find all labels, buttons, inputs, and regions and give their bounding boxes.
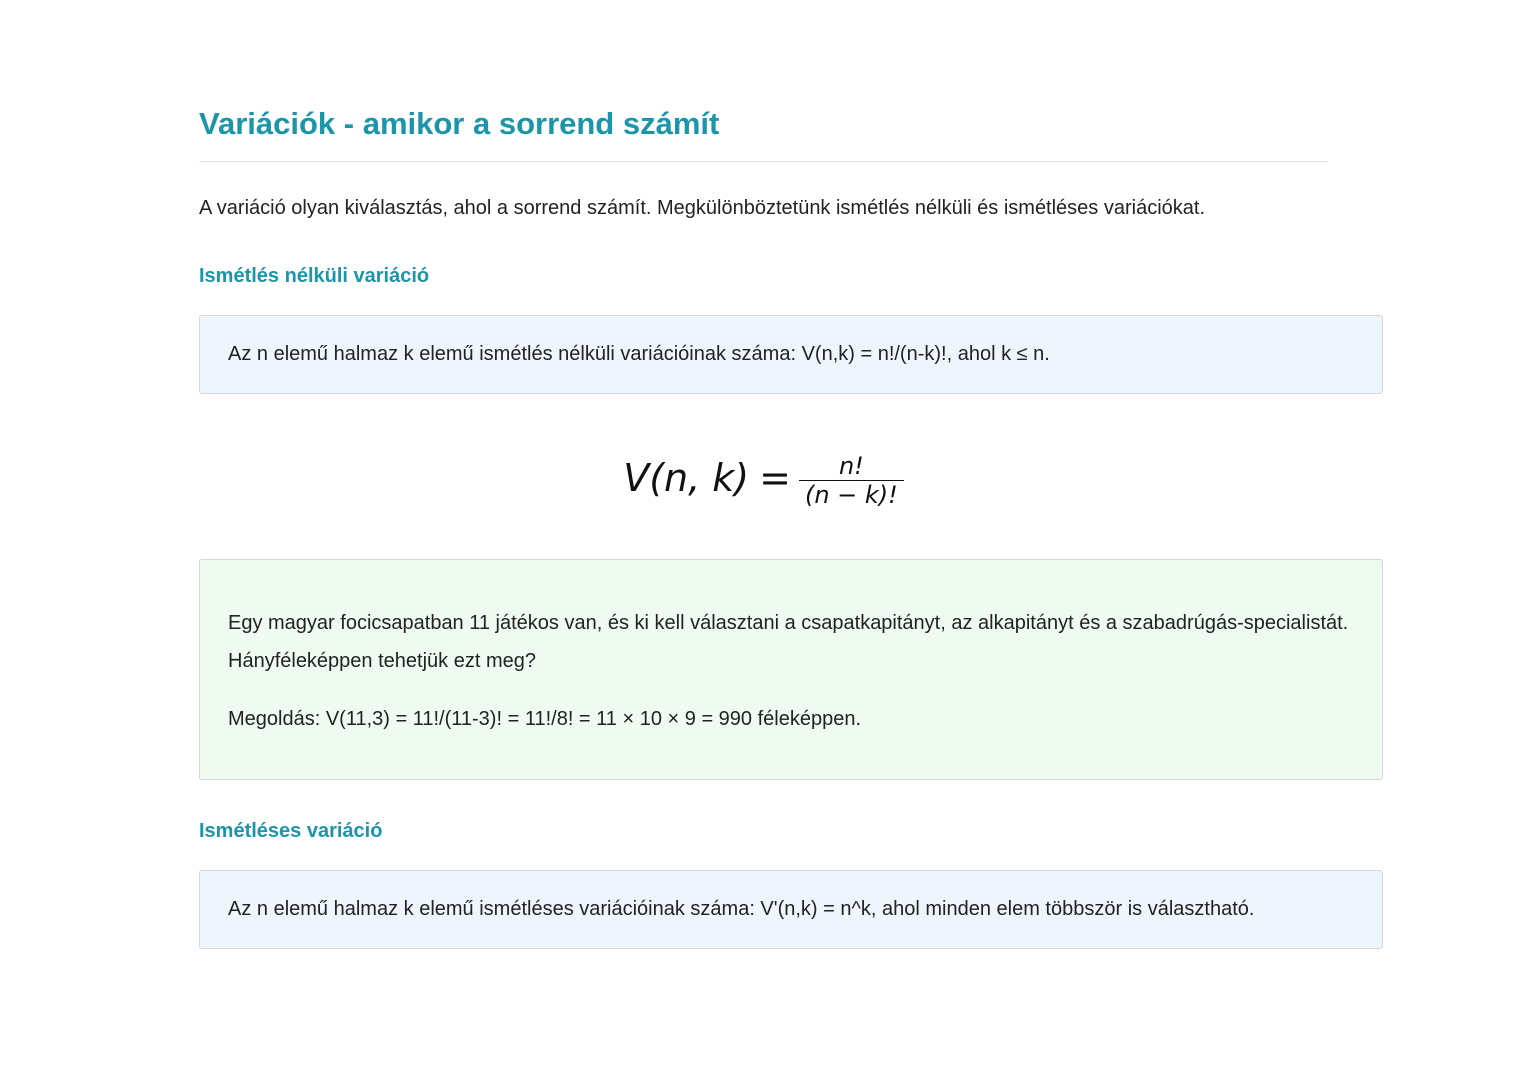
intro-paragraph: A variáció olyan kiválasztás, ahol a sorrend számít. Megkülönböztetünk ismétlés nélküli és ismétléses variációkat. — [199, 197, 1206, 219]
title-divider — [199, 161, 1328, 162]
definition-box-repeat — [199, 870, 1383, 949]
section-heading-no-repeat: Ismétlés nélküli variáció — [199, 265, 430, 287]
example-solution: Megoldás: V(11,3) = 11!/(11-3)! = 11!/8! = 11 × 10 × 9 = 990 féleképpen. — [228, 708, 862, 730]
definition-box-no-repeat — [199, 315, 1383, 394]
formula-fraction — [799, 452, 904, 509]
section-heading-repeat: Ismétléses variáció — [199, 820, 383, 842]
definition-text-no-repeat: Az n elemű halmaz k elemű ismétlés nélküli variációinak száma: V(n,k) = n!/(n-k)!, ahol k ≤ n. — [228, 343, 1050, 365]
formula-display — [0, 440, 1527, 516]
formula-lhs: V(n, k) — [623, 456, 750, 500]
example-question: Egy magyar focicsapatban 11 játékos van, és ki kell választani a csapatkapitányt, az alkapitányt és a szabadrúgás-specialistát. Hányféleképpen tehetjük ezt meg? — [228, 612, 1349, 672]
formula-equals: = — [759, 456, 791, 500]
page-title: Variációk - amikor a sorrend számít — [199, 106, 720, 141]
formula-denominator: (n − k)! — [799, 480, 904, 509]
definition-text-repeat: Az n elemű halmaz k elemű ismétléses variációinak száma: V'(n,k) = n^k, ahol minden elem többször is választható. — [228, 898, 1255, 920]
formula-numerator: n! — [838, 451, 864, 480]
example-box — [199, 559, 1383, 780]
